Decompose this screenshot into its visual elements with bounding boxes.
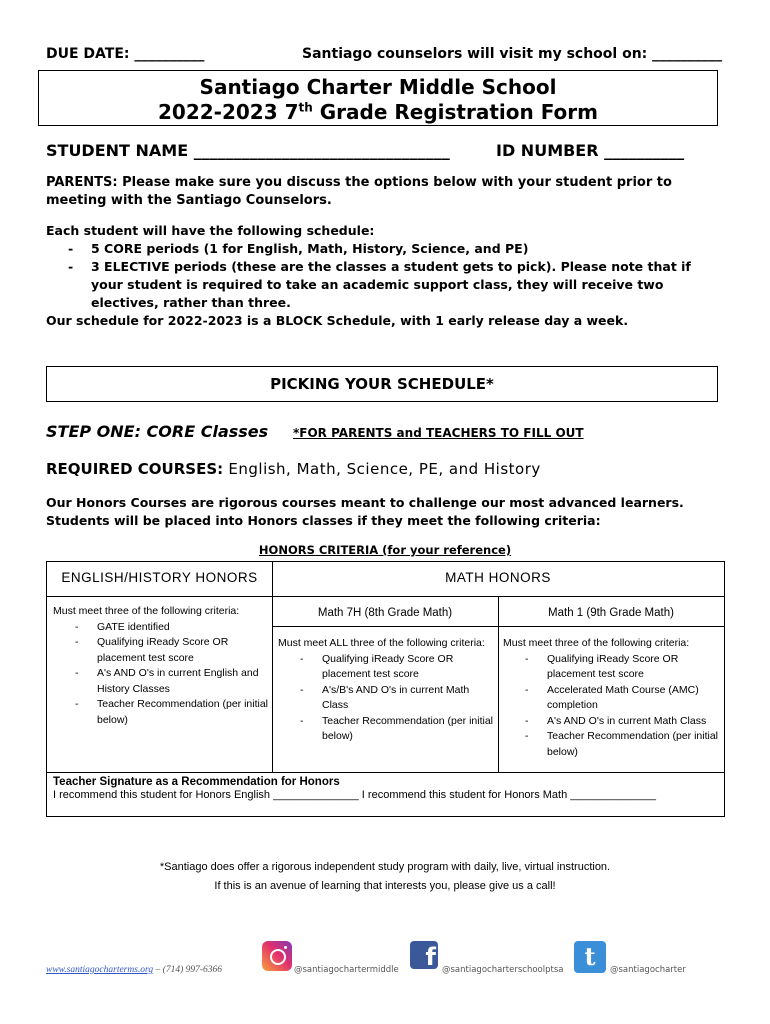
math7h-criteria	[278, 636, 496, 745]
teacher-recommendation-line[interactable]: I recommend this student for Honors English ______________ I recommend this student for Honors Math ______________	[53, 789, 656, 801]
honors-criteria-table	[46, 561, 725, 817]
id-number-field[interactable]: ID NUMBER __________	[496, 141, 685, 160]
english-criteria-intro: Must meet three of the following criteria:	[53, 605, 240, 617]
title-box	[38, 70, 718, 126]
list-item: - Teacher Recommendation (per initial below)	[503, 729, 721, 760]
list-item: - A's/B's AND O's in current Math Class	[278, 683, 496, 714]
footer	[46, 941, 726, 981]
twitter-handle: @santiagocharter	[610, 965, 686, 975]
list-item: - A's AND O's in current English and History Classes	[53, 666, 269, 697]
honors-intro: Our Honors Courses are rigorous courses meant to challenge our most advanced learners. Students will be placed into Honors classes if they meet the following criteria:	[46, 495, 684, 528]
required-courses	[46, 460, 541, 478]
list-item: - GATE identified	[53, 620, 269, 636]
list-item: - 5 CORE periods (1 for English, Math, History, Science, and PE)	[46, 240, 716, 258]
picking-schedule-heading: PICKING YOUR SCHEDULE*	[46, 366, 718, 402]
facebook-handle: @santiagocharterschoolptsa	[442, 965, 564, 975]
list-item: - Teacher Recommendation (per initial below)	[278, 714, 496, 745]
form-title: 2022-2023 7th Grade Registration Form	[158, 100, 598, 124]
website-contact	[46, 965, 222, 975]
phone-number: – (714) 997-6366	[153, 965, 223, 975]
list-item: - 3 ELECTIVE periods (these are the classes a student gets to pick). Please note that if your student is required to take an academic support class, they will receive two electives, rather than three.	[46, 258, 716, 312]
website-link[interactable]: www.santiagocharterms.org	[46, 965, 154, 975]
list-item: - Qualifying iReady Score OR placement test score	[53, 635, 269, 666]
student-name-field[interactable]: STUDENT NAME ________________________________	[46, 141, 450, 160]
counselor-visit-label: Santiago counselors will visit my school on: __________	[302, 46, 723, 62]
due-date-label: DUE DATE: __________	[46, 46, 205, 62]
required-courses-value: English, Math, Science, PE, and History	[223, 460, 541, 478]
math7h-subheader: Math 7H (8th Grade Math)	[317, 607, 453, 619]
schedule-intro: Each student will have the following schedule:	[46, 223, 375, 238]
twitter-icon[interactable]: t	[574, 941, 606, 973]
required-courses-label: REQUIRED COURSES:	[46, 460, 224, 478]
parents-note: PARENTS: Please make sure you discuss the options below with your student prior to meeting with the Santiago Counselors.	[46, 175, 672, 208]
list-item: - Accelerated Math Course (AMC) completion	[503, 683, 721, 714]
math1-criteria-intro: Must meet three of the following criteria:	[503, 637, 690, 649]
math-honors-header: MATH HONORS	[445, 570, 551, 585]
instagram-handle: @santiagochartermiddle	[294, 965, 399, 975]
list-item: - Qualifying iReady Score OR placement test score	[278, 652, 496, 683]
teacher-signature-title: Teacher Signature as a Recommendation for Honors	[53, 776, 340, 788]
list-item: - Qualifying iReady Score OR placement test score	[503, 652, 721, 683]
instagram-icon[interactable]	[262, 941, 292, 971]
english-criteria	[53, 604, 269, 728]
independent-study-footnote	[0, 858, 770, 896]
block-schedule-note: Our schedule for 2022-2023 is a BLOCK Schedule, with 1 early release day a week.	[46, 313, 629, 328]
step-one-heading: STEP ONE: CORE Classes	[46, 422, 269, 441]
school-name: Santiago Charter Middle School	[199, 75, 557, 99]
footnote-line: If this is an avenue of learning that interests you, please give us a call!	[214, 880, 556, 892]
schedule-section	[46, 222, 716, 330]
math1-subheader: Math 1 (9th Grade Math)	[548, 607, 674, 619]
list-item: - Teacher Recommendation (per initial below)	[53, 697, 269, 728]
math7h-criteria-intro: Must meet ALL three of the following criteria:	[278, 637, 485, 649]
footnote-line: *Santiago does offer a rigorous independent study program with daily, live, virtual instruction.	[159, 861, 611, 873]
list-item: - A's AND O's in current Math Class	[503, 714, 721, 730]
english-history-header: ENGLISH/HISTORY HONORS	[61, 570, 258, 585]
teacher-signature-section	[53, 776, 713, 801]
fill-out-note: *FOR PARENTS and TEACHERS TO FILL OUT	[293, 426, 584, 440]
honors-criteria-title: HONORS CRITERIA (for your reference)	[258, 543, 512, 557]
facebook-icon[interactable]: f	[410, 941, 438, 969]
math1-criteria	[503, 636, 721, 760]
